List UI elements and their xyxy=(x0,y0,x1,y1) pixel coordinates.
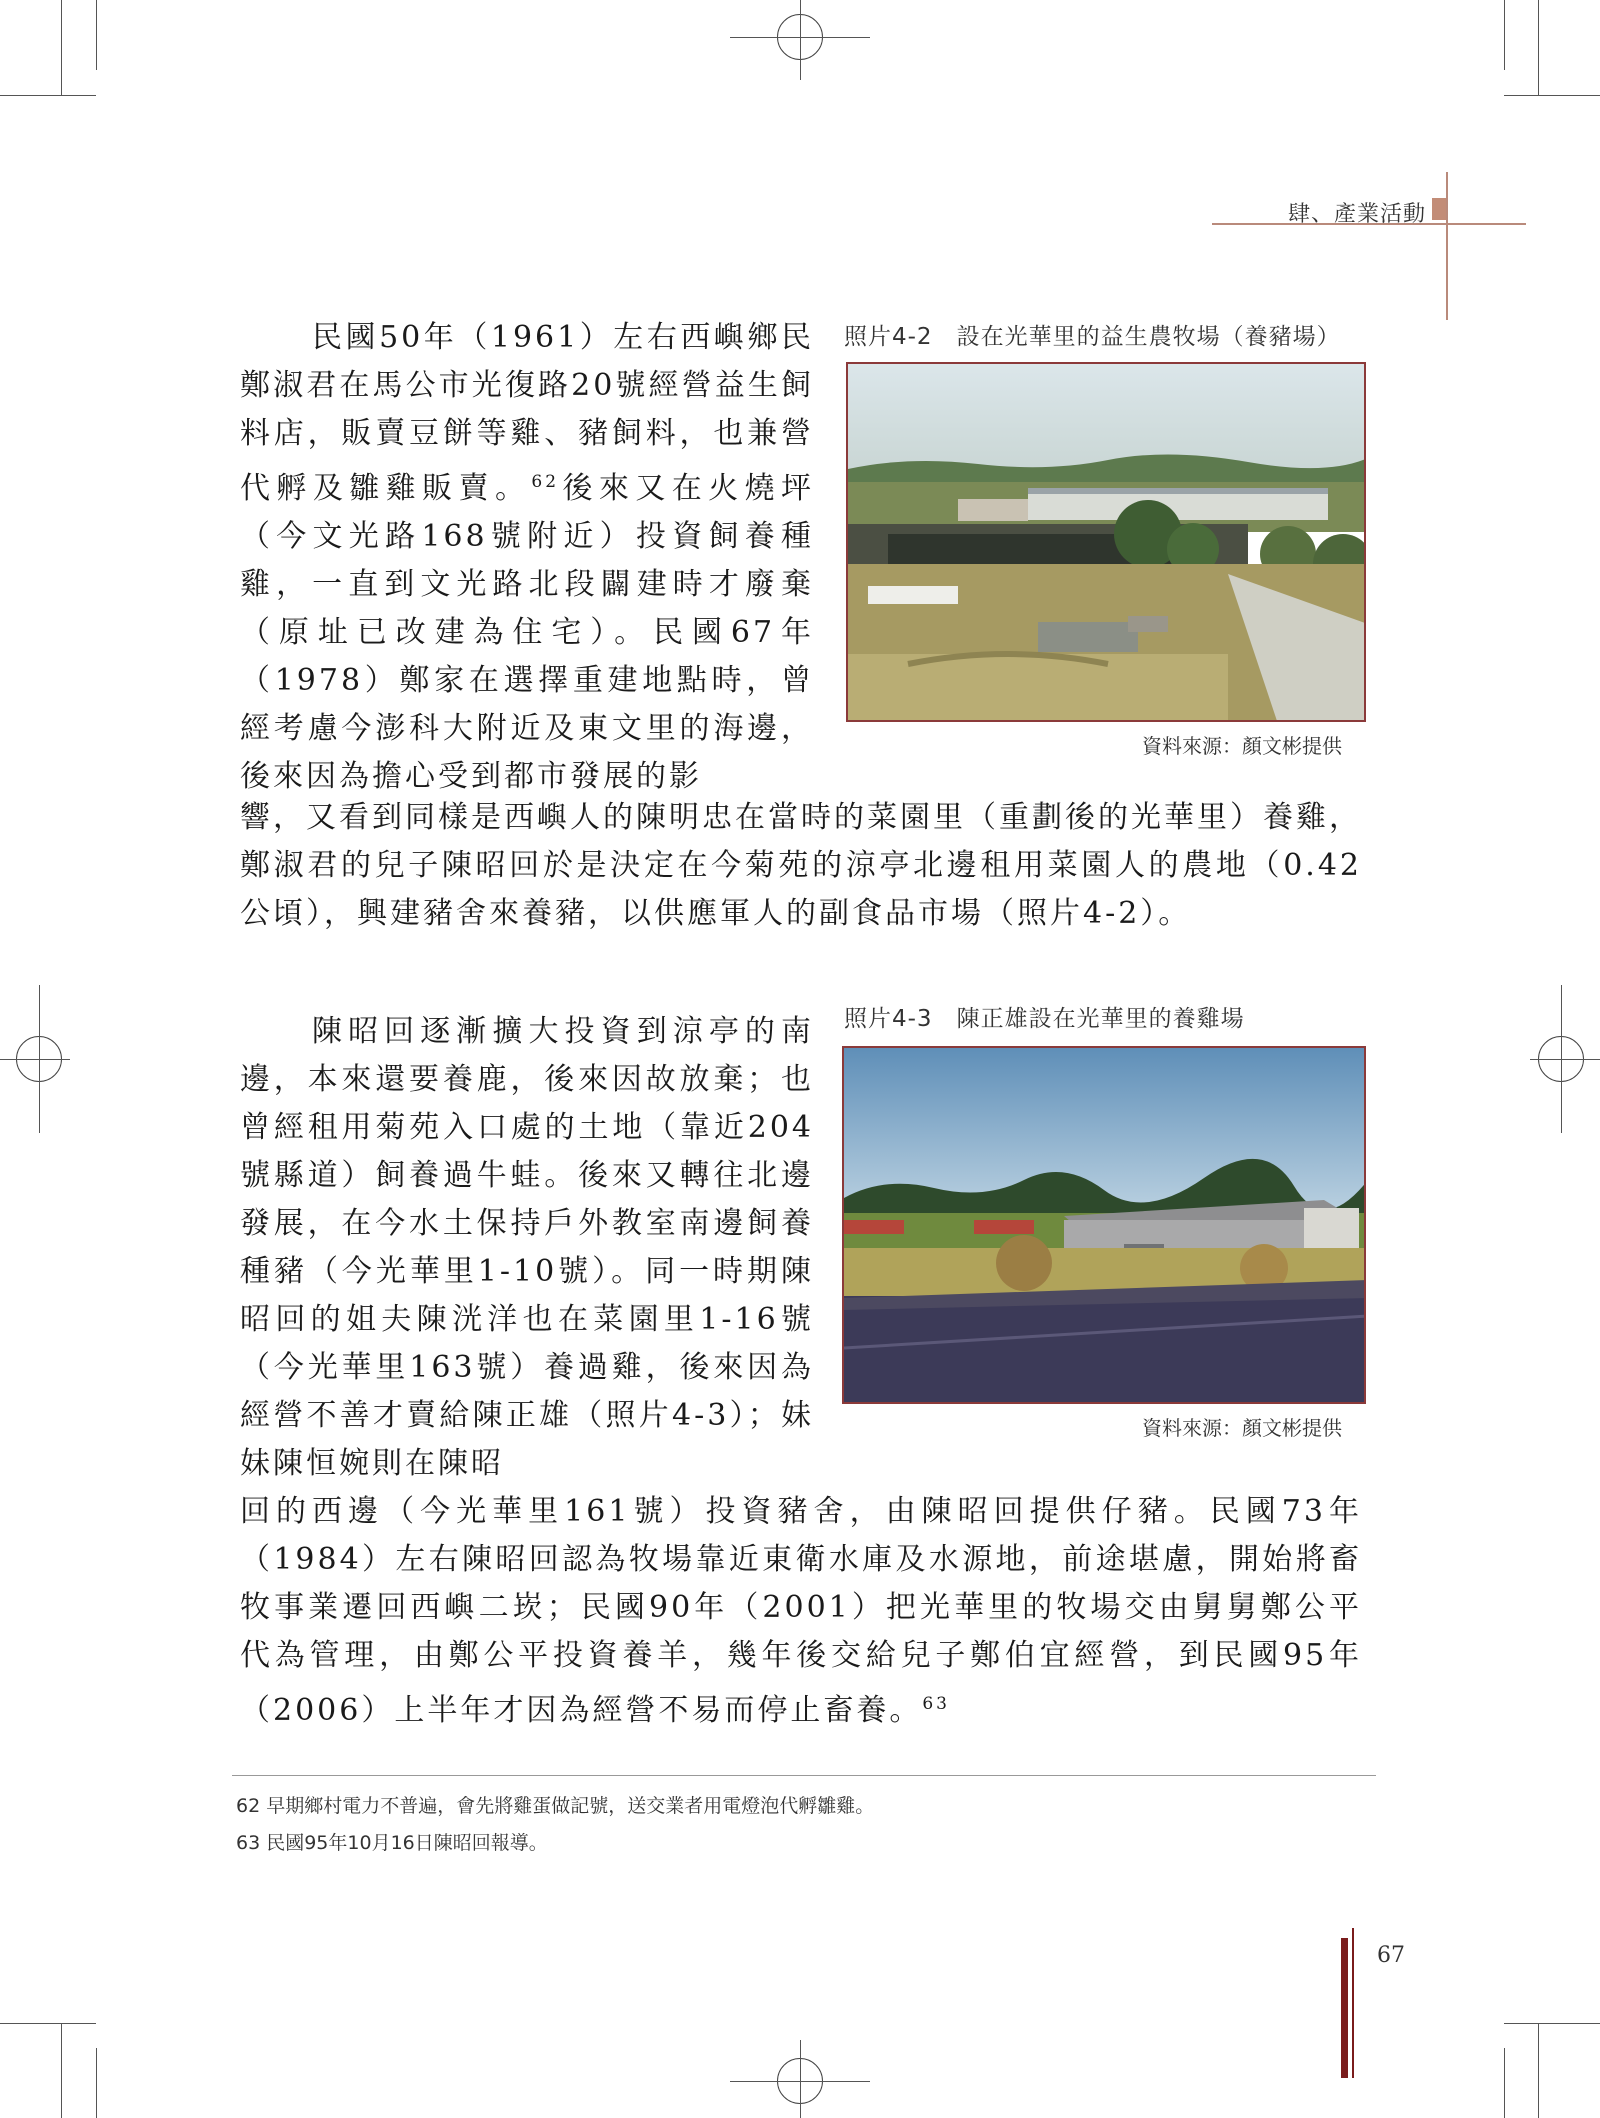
photo-4-2-source: 資料來源：顏文彬提供 xyxy=(1142,734,1342,758)
paragraph-1-wrapped xyxy=(240,314,814,801)
paragraph-2-text: 回的西邊（今光華里161號）投資豬舍，由陳昭回提供仔豬。民國73年（1984）左右陳昭回認為牧場靠近東衛水庫及水源地，前途堪慮，開始將畜牧事業遷回西嶼二崁；民國90年（2001）把光華里的牧場交由舅舅鄭公平代為管理，由鄭公平投資養羊，幾年後交給兒子鄭伯宜經營，到民國95年（2006）上半年才因為經營不易而停止畜養。 xyxy=(240,1494,1362,1728)
paragraph-1-text-b: 後來又在火燒坪（今文光路168號附近）投資飼養種雞，一直到文光路北段闢建時才廢棄（原址已改建為住宅）。民國67年（1978）鄭家在選擇重建地點時，曾經考慮今澎科大附近及東文里的海邊，後來因為擔心受到都市發展的影 xyxy=(240,471,815,794)
page-number-bar xyxy=(1341,1938,1348,2078)
chapter-title: 肆、產業活動 xyxy=(1287,202,1426,227)
photo-4-2-pig-farm xyxy=(846,362,1366,722)
chicken-farm-illustration xyxy=(844,1048,1366,1404)
page-number-rule xyxy=(1352,1928,1354,2078)
chapter-marker xyxy=(1432,198,1446,220)
footnote-63: 63 民國95年10月16日陳昭回報導。 xyxy=(236,1832,548,1854)
chapter-vertical-rule xyxy=(1446,172,1448,320)
footnote-62: 62 早期鄉村電力不普遍，會先將雞蛋做記號，送交業者用電燈泡代孵雛雞。 xyxy=(236,1795,875,1817)
paragraph-2-full-width xyxy=(240,1488,1362,1735)
footnote-ref-62: 62 xyxy=(531,472,560,492)
footnote-ref-63: 63 xyxy=(922,1694,950,1714)
photo-4-2-caption: 照片4-2 設在光華里的益生農牧場（養豬場） xyxy=(844,324,1341,350)
photo-4-3-chicken-farm xyxy=(842,1046,1366,1404)
paragraph-2-wrapped: 陳昭回逐漸擴大投資到涼亭的南邊，本來還要養鹿，後來因故放棄；也曾經租用菊苑入口處的土地（靠近204號縣道）飼養過牛蛙。後來又轉往北邊發展，在今水土保持戶外教室南邊飼養種豬（今光華里1-10號）。同一時期陳昭回的姐夫陳洸洋也在菜園里1-16號（今光華里163號）養過雞，後來因為經營不善才賣給陳正雄（照片4-3）；妹妹陳恒婉則在陳昭 xyxy=(240,1014,814,1481)
photo-4-3-caption: 照片4-3 陳正雄設在光華里的養雞場 xyxy=(844,1006,1245,1032)
paragraph-1-text-a: 民國50年（1961）左右西嶼鄉民鄭淑君在馬公市光復路20號經營益生飼料店，販賣豆餅等雞、豬飼料，也兼營代孵及雛雞販賣。 xyxy=(240,320,814,506)
paragraph-1-full-width: 響，又看到同樣是西嶼人的陳明忠在當時的菜園里（重劃後的光華里）養雞，鄭淑君的兒子陳昭回於是決定在今菊苑的涼亭北邊租用菜園人的農地（0.42公頃），興建豬舍來養豬，以供應軍人的副食品市場（照片4-2）。 xyxy=(240,800,1362,931)
pig-farm-illustration xyxy=(848,364,1366,722)
footnote-rule xyxy=(232,1775,1376,1776)
photo-4-3-source: 資料來源：顏文彬提供 xyxy=(1142,1416,1342,1440)
page-number: 67 xyxy=(1377,1943,1405,1968)
